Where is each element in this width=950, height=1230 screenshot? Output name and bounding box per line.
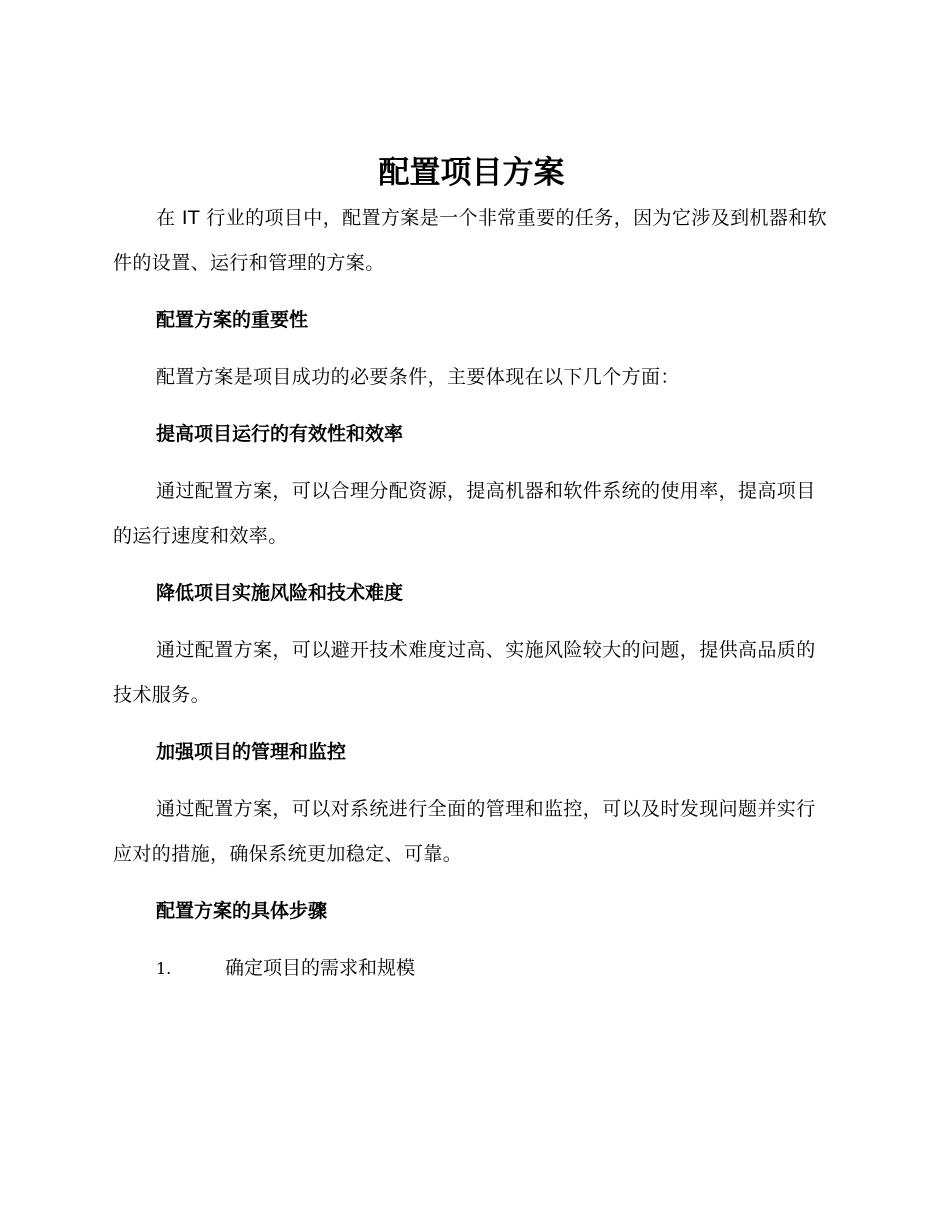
document-page [113,150,830,991]
section-body-management: 通过配置方案，可以对系统进行全面的管理和监控，可以及时发现问题并实行应对的措施，确保系统更加稳定、可靠。 [113,798,816,865]
list-item-number: 1. [156,959,172,978]
section-heading-management: 加强项目的管理和监控 [156,741,347,763]
section-heading-importance: 配置方案的重要性 [156,309,309,331]
section-body-risk: 通过配置方案，可以避开技术难度过高、实施风险较大的问题，提供高品质的技术服务。 [113,639,816,706]
section-heading-efficiency: 提高项目运行的有效性和效率 [156,423,404,445]
list-item-text: 确定项目的需求和规模 [225,957,416,979]
intro-paragraph: 在 IT 行业的项目中，配置方案是一个非常重要的任务，因为它涉及到机器和软件的设置、运行和管理的方案。 [113,207,828,274]
section-body-importance: 配置方案是项目成功的必要条件，主要体现在以下几个方面： [156,366,680,388]
section-heading-risk: 降低项目实施风险和技术难度 [156,582,404,604]
document-title: 配置项目方案 [378,155,565,191]
section-heading-steps: 配置方案的具体步骤 [156,900,328,922]
list-item [113,946,830,991]
section-body-efficiency: 通过配置方案，可以合理分配资源，提高机器和软件系统的使用率，提高项目的运行速度和效率。 [113,480,816,547]
